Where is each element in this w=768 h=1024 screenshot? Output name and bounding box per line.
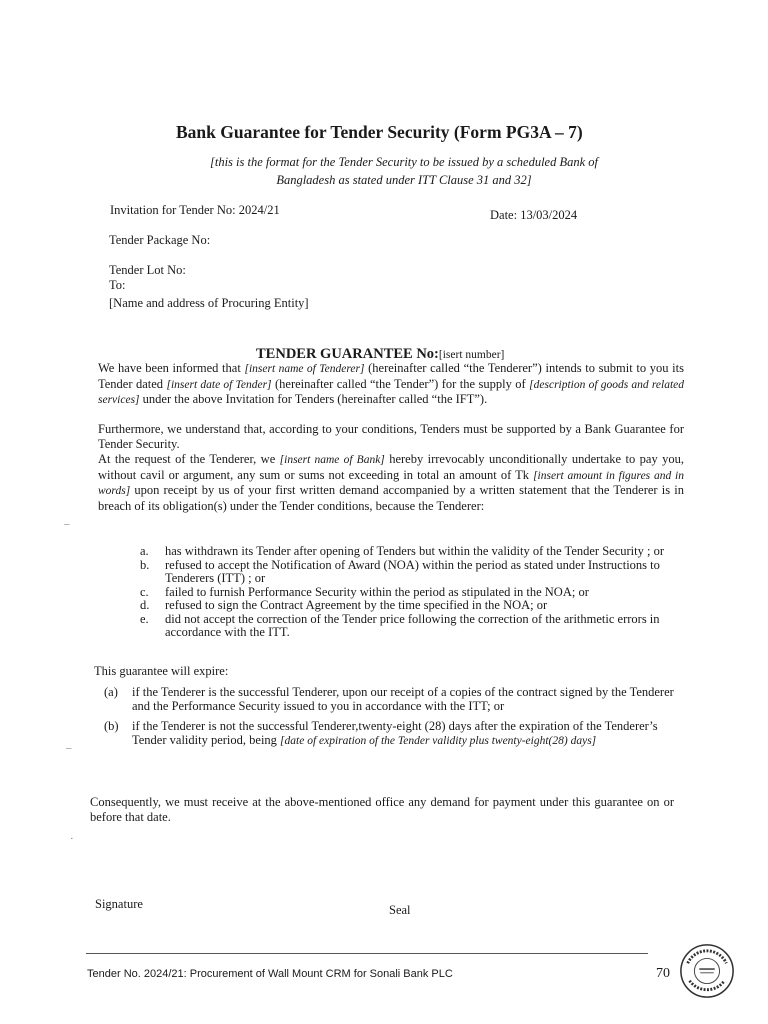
document-title: Bank Guarantee for Tender Security (Form PG3A – 7) bbox=[176, 122, 583, 142]
signature-label: Signature bbox=[95, 897, 143, 911]
invitation-number: Invitation for Tender No: 2024/21 bbox=[110, 203, 280, 217]
para3-placeholder-amount: [insert amount in figures and in words] bbox=[98, 469, 684, 497]
para3-text-3: upon receipt by us of your first written demand accompanied by a written statement that the Tenderer is in breach of its obligation(s) under the Tender conditions, because the Tenderer: bbox=[98, 483, 684, 513]
paragraph-informed bbox=[98, 361, 684, 408]
condition-text: refused to accept the Notification of Award (NOA) within the period as stated under Instructions to Tenderers (ITT) ; or bbox=[165, 557, 660, 585]
para1-placeholder-tenderer: [insert name of Tenderer] bbox=[244, 363, 365, 375]
page-number: 70 bbox=[656, 966, 670, 981]
para1-placeholder-date: [insert date of Tender] bbox=[166, 378, 272, 391]
condition-item bbox=[140, 613, 680, 640]
expiry-text: if the Tenderer is not the successful Tenderer,twenty-eight (28) days after the expiration of the Tenderer’s Tender validity period, being bbox=[132, 719, 658, 747]
condition-text: has withdrawn its Tender after opening of Tenders but within the validity of the Tender Security ; or bbox=[165, 544, 664, 558]
condition-text: did not accept the correction of the Tender price following the correction of the arithmetic errors in accordance with the ITT. bbox=[165, 611, 660, 639]
para1-text-4: under the above Invitation for Tenders (hereinafter called “the IFT”). bbox=[139, 392, 488, 406]
document-date: Date: 13/03/2024 bbox=[490, 208, 578, 222]
tender-lot: Tender Lot No: bbox=[109, 263, 186, 277]
document-subtitle: [this is the format for the Tender Security to be issued by a scheduled Bank of Bangladesh as stated under ITT Clause 31 and 32] bbox=[209, 155, 599, 187]
condition-item bbox=[140, 559, 680, 586]
para3-text-1: At the request of the Tenderer, we bbox=[98, 452, 280, 466]
condition-text: failed to furnish Performance Security within the period as stipulated in the NOA; or bbox=[165, 584, 589, 599]
procuring-entity: [Name and address of Procuring Entity] bbox=[109, 296, 309, 310]
para1-text-2: (hereinafter called “the Tenderer”) intends to submit to you its Tender dated bbox=[98, 361, 684, 391]
tender-package: Tender Package No: bbox=[109, 233, 211, 247]
expiry-item-a bbox=[104, 686, 680, 713]
expiry-marker: (a) bbox=[104, 685, 118, 699]
expiry-placeholder: [date of expiration of the Tender validity plus twenty-eight(28) days] bbox=[280, 734, 597, 747]
para1-placeholder-goods: [description of goods and related services] bbox=[98, 378, 684, 406]
expiry-item-b bbox=[104, 720, 680, 748]
seal-label: Seal bbox=[389, 903, 411, 917]
para1-text-1: We have been informed that bbox=[98, 361, 245, 375]
condition-marker: c. bbox=[140, 584, 149, 599]
expiry-marker: (b) bbox=[104, 719, 119, 733]
margin-mark: – bbox=[66, 742, 72, 754]
expire-intro: This guarantee will expire: bbox=[94, 664, 229, 678]
to-label: To: bbox=[109, 278, 126, 292]
footer-divider bbox=[86, 953, 648, 954]
condition-text: refused to sign the Contract Agreement by the time specified in the NOA; or bbox=[165, 598, 548, 612]
footer-text: Tender No. 2024/21: Procurement of Wall Mount CRM for Sonali Bank PLC bbox=[87, 968, 453, 980]
expiry-list bbox=[104, 686, 680, 755]
margin-mark: – bbox=[64, 518, 70, 530]
condition-item bbox=[140, 545, 680, 559]
margin-mark: · bbox=[70, 833, 74, 845]
conditions-list bbox=[140, 545, 680, 640]
condition-item bbox=[140, 586, 680, 600]
paragraph-consequently: Consequently, we must receive at the above-mentioned office any demand for payment under this guarantee on or before that date. bbox=[90, 795, 674, 824]
bank-seal-stamp-icon bbox=[678, 942, 736, 1000]
expiry-text: if the Tenderer is the successful Tenderer, upon our receipt of a copies of the contract signed by the Tenderer and the Performance Security issued to you in accordance with the ITT; or bbox=[132, 685, 674, 713]
condition-marker: e. bbox=[140, 611, 149, 626]
para3-placeholder-bank: [insert name of Bank] bbox=[279, 454, 385, 466]
paragraph-request bbox=[98, 452, 684, 513]
guarantee-heading-text: TENDER GUARANTEE No: bbox=[256, 346, 439, 362]
condition-marker: d. bbox=[140, 598, 150, 612]
para3-text-2: hereby irrevocably unconditionally undertake to pay you, without cavil or argument, any sum or sums not exceeding in total an amount of Tk bbox=[98, 452, 684, 482]
para1-text-3: (hereinafter called “the Tender”) for the supply of bbox=[271, 376, 530, 391]
condition-marker: b. bbox=[140, 557, 150, 572]
condition-item bbox=[140, 599, 680, 613]
guarantee-number-placeholder: [isert number] bbox=[438, 349, 505, 361]
condition-marker: a. bbox=[140, 544, 149, 558]
paragraph-furthermore: Furthermore, we understand that, according to your conditions, Tenders must be supported by a Bank Guarantee for Tender Security. bbox=[98, 422, 684, 451]
